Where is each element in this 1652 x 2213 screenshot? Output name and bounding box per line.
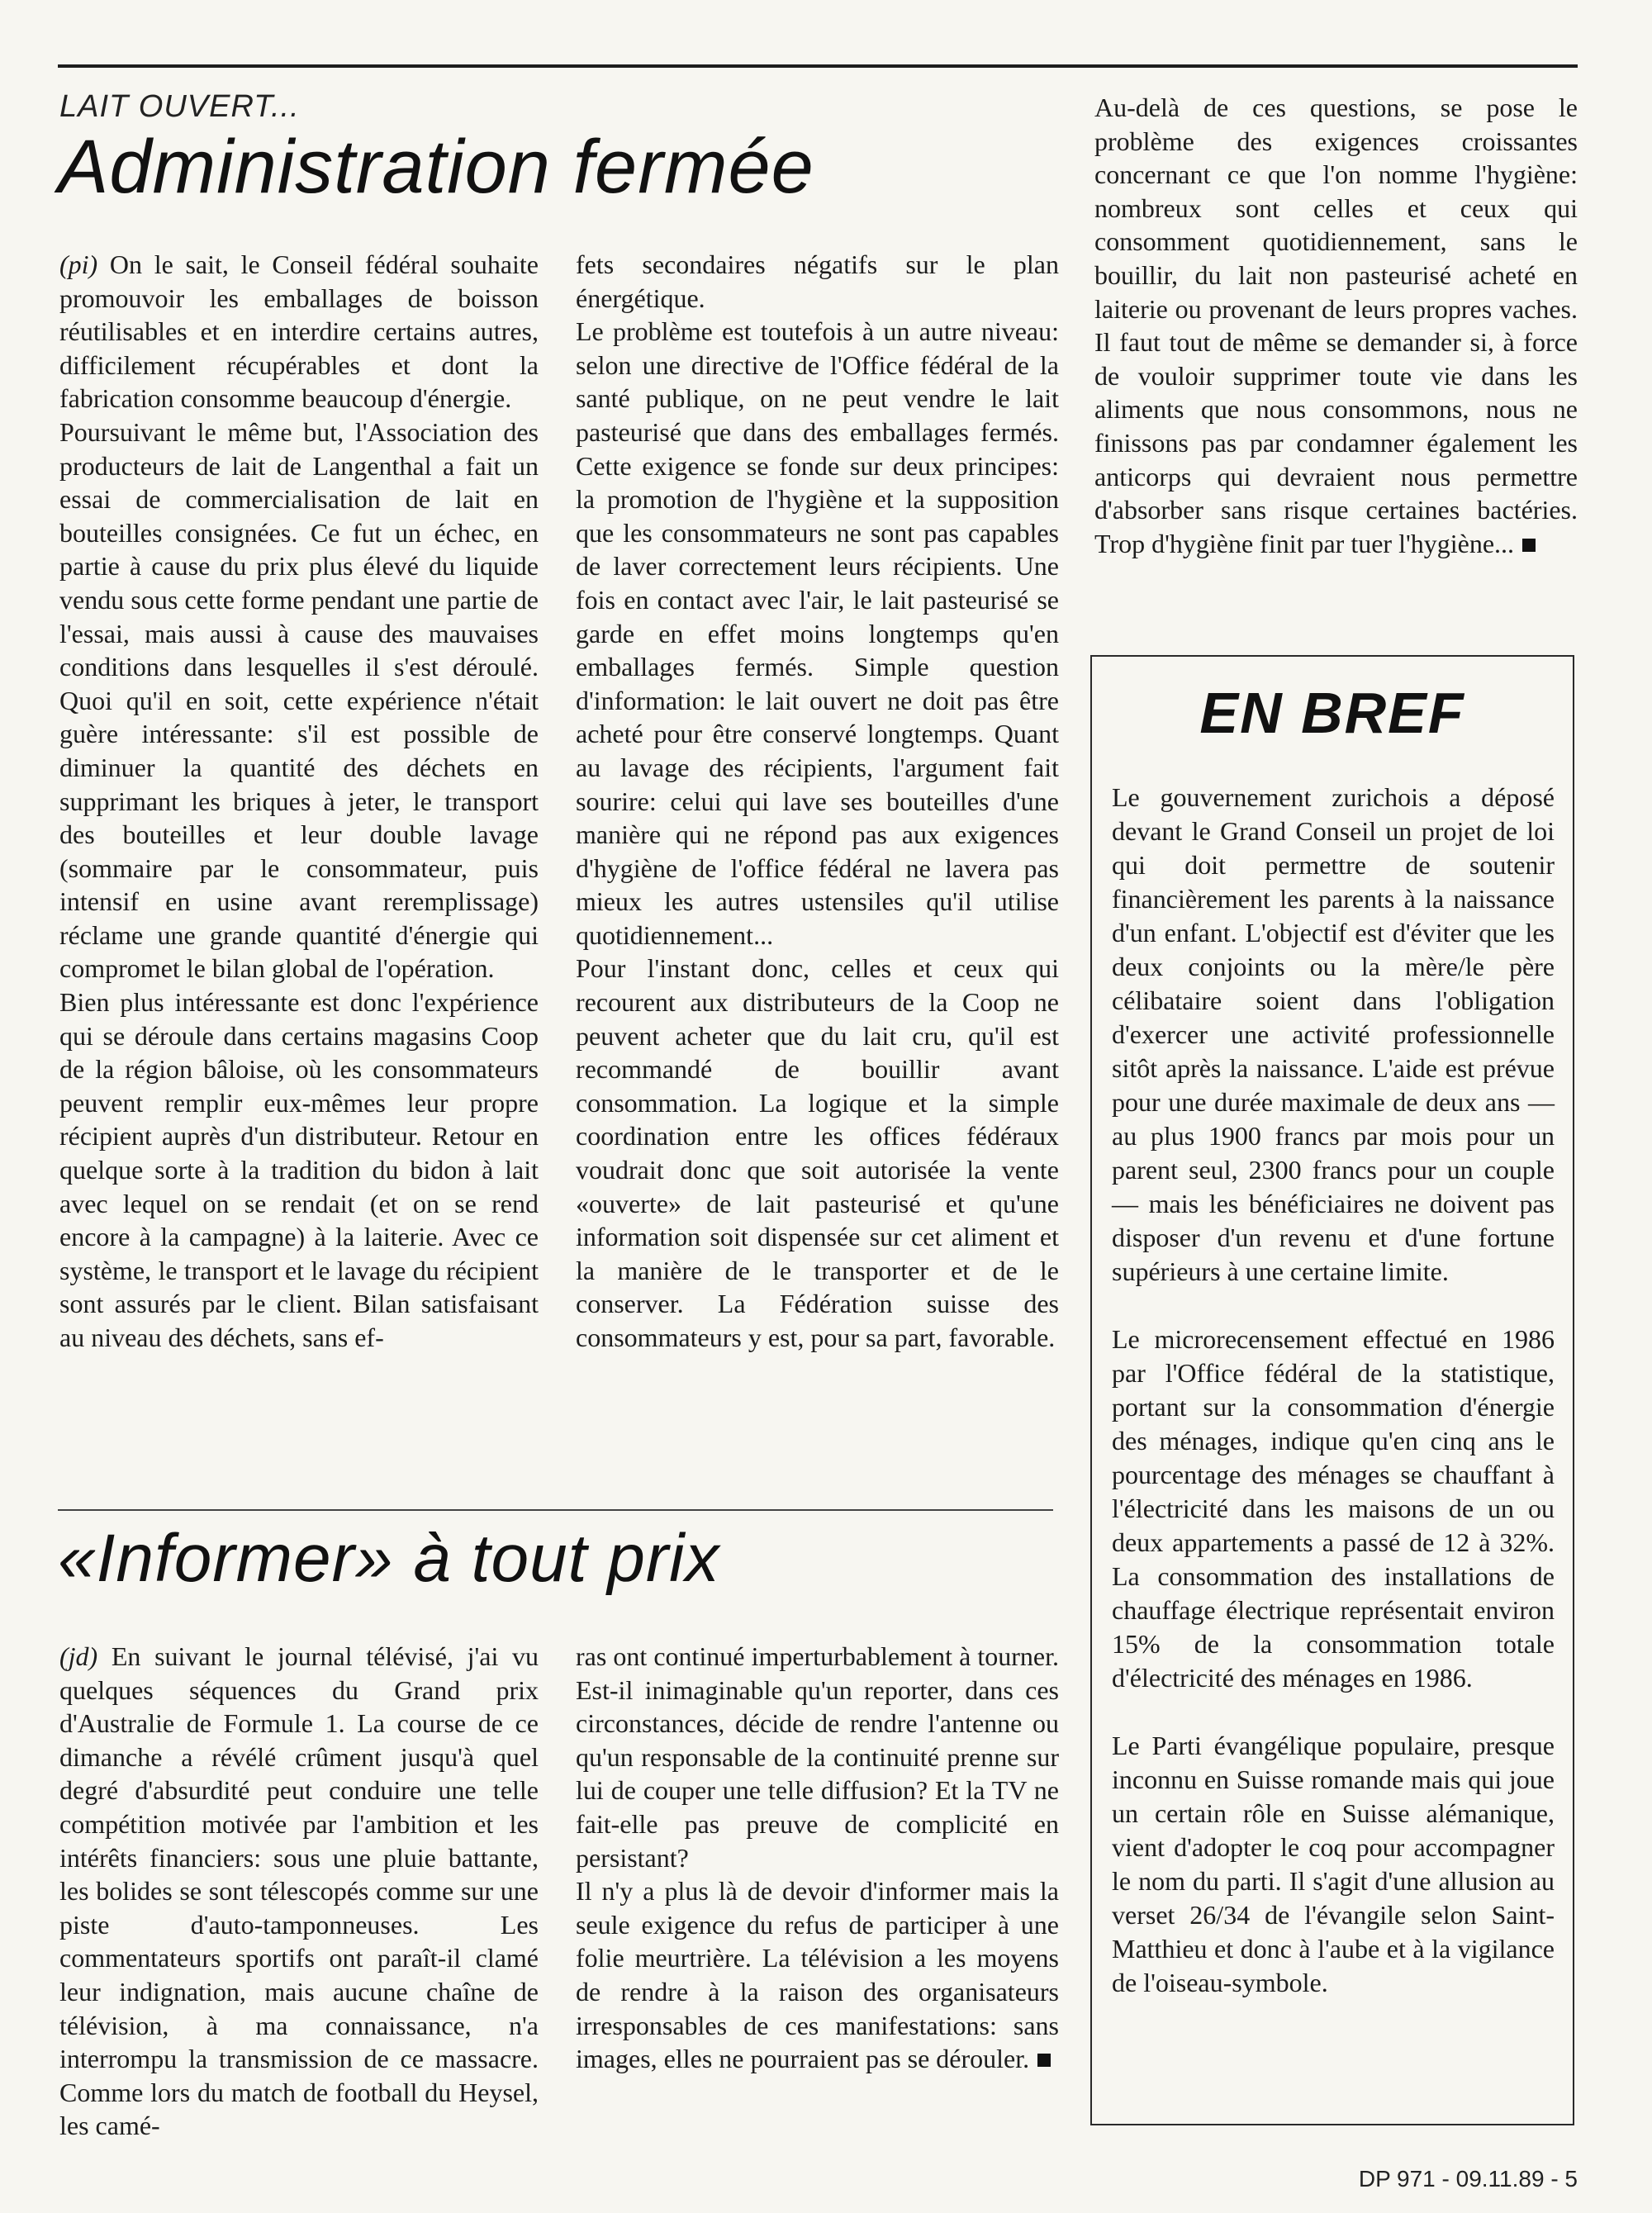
article1-column-1 — [59, 248, 539, 1462]
article1-paragraph: fets secondaires négatifs sur le plan énergétique. — [576, 249, 1059, 313]
paragraph-text: Il n'y a plus là de devoir d'informer mais la seule exigence du refus de participer à une folie meurtrière. La télévision a les moyens de rendre à la raison des organisateurs irresponsables de ces manifestations: sans images, elles ne pourraient pas se dérouler. — [576, 1876, 1059, 2074]
article2-paragraph — [576, 1874, 1059, 2076]
article1-paragraph: Le problème est toutefois à un autre niveau: selon une directive de l'Office fédéral de la santé publique, on ne peut vendre le lait pasteurisé que dans des emballages fermés. Cette exigence se fonde sur deux principes: la promotion de l'hygiène et la supposition que les consommateurs ne sont pas capables de laver correctement leurs récipients. Une fois en contact avec l'air, le lait pasteurisé se garde en effet moins longtemps qu'en emballages fermés. Simple question d'information: le lait ouvert ne doit pas être acheté pour être conservé longtemps. Quant au lavage des récipients, l'argument fait sourire: celui qui lave ses bouteilles d'une manière qui ne répond pas aux exigences d'hygiène de l'office fédéral ne lavera pas mieux les autres ustensiles qu'il utilise quotidiennement... — [576, 316, 1059, 950]
article1-title: Administration fermée — [58, 125, 814, 209]
en-bref-item: Le Parti évangélique populaire, presque inconnu en Suisse romande mais qui joue un certain rôle en Suisse alémanique, vient d'adopter le coq pour accompagner le nom du parti. Il s'agit d'une allusion au verset 26/34 de l'évangile selon Saint-Matthieu et donc à l'aube et à la vigilance de l'oiseau-symbole. — [1112, 1731, 1555, 1997]
article2-title: «Informer» à tout prix — [58, 1521, 720, 1596]
en-bref-item: Le gouvernement zurichois a déposé devant le Grand Conseil un projet de loi qui doit permettre de soutenir financièrement les parents à la naissance d'un enfant. L'objectif est d'éviter que les deux conjoints ou la mère/le père célibataire soient dans l'obligation d'exercer une activité professionnelle sitôt après la naissance. L'aide est prévue pour une durée maximale de deux ans — au plus 1900 francs par mois pour un parent seul, 2300 francs pour un couple — mais les bénéficiaires ne doivent pas disposer d'un revenu et d'une fortune supérieurs à une certaine limite. — [1112, 782, 1555, 1286]
page-footer: DP 971 - 09.11.89 - 5 — [1358, 2166, 1578, 2192]
article2-paragraph: ras ont continué imperturbablement à tourner. Est-il inimaginable qu'un reporter, dans ces circonstances, décide de rendre l'antenne ou qu'un responsable de la continuité prenne sur lui de couper une telle diffusion? Et la TV ne fait-elle pas preuve de complicité en persistant? — [576, 1641, 1059, 1873]
end-of-article-mark — [1522, 539, 1536, 552]
paragraph-text: Au-delà de ces questions, se pose le problème des exigences croissantes concernant ce que l'on nomme l'hygiène: nombreux sont celles et ceux qui consomment quotidiennement, sans le bouillir, du lait non pasteurisé acheté en laiterie ou provenant de leurs propres vaches. Il faut tout de même se demander si, à force de vouloir supprimer toute vie dans les aliments que nous consommons, nous ne finissons pas par condamner également les anticorps qui devraient nous permettre d'absorber sans risque certaines bactéries. Trop d'hygiène finit par tuer l'hygiène... — [1094, 93, 1578, 558]
article1-kicker: LAIT OUVERT... — [59, 89, 300, 124]
section-divider — [58, 1509, 1053, 1511]
article1-paragraph: Poursuivant le même but, l'Association des producteurs de lait de Langenthal a fait un essai de commercialisation de lait en bouteilles consignées. Ce fut un échec, en partie à cause du prix plus élevé du liquide vendu sous cette forme pendant une partie de l'essai, mais aussi à cause des mauvaises conditions dans lesquelles il s'est déroulé. Quoi qu'il en soit, cette expérience n'était guère intéressante: s'il est possible de diminuer la quantité des déchets en supprimant les briques à jeter, le transport des bouteilles et leur double lavage (sommaire par le consommateur, puis intensif en usine avant reremplissage) réclame une grande quantité d'énergie qui compromet le bilan global de l'opération. — [59, 416, 539, 984]
end-of-article-mark — [1037, 2054, 1051, 2067]
top-rule — [58, 64, 1578, 68]
en-bref-box — [1090, 655, 1574, 2125]
article1-paragraph — [59, 248, 539, 416]
paragraph-text: En suivant le journal télévisé, j'ai vu quelques séquences du Grand prix d'Australie de Formule 1. La course de ce dimanche a révélé crûment jusqu'à quel degré d'absurdité peut conduire une telle compétition motivée par l'ambition et les intérêts financiers: sous une pluie battante, les bolides se sont télescopés comme sur une piste d'auto-tamponneuses. Les commentateurs sportifs ont paraît-il clamé leur indignation, mais aucune chaîne de télévision, à ma connaissance, n'a interrompu la transmission de ce massacre. Comme lors du match de football du Heysel, les camé- — [59, 1641, 539, 2141]
en-bref-item: Le microrecensement effectué en 1986 par l'Office fédéral de la statistique, portant sur la consommation d'énergie des ménages, indique qu'en cinq ans le pourcentage des ménages se chauffant à l'électricité dans les maisons de un ou deux appartements a passé de 12 à 32%. La consommation des installations de chauffage électrique représentait environ 15% de la consommation totale d'électricité des ménages en 1986. — [1112, 1324, 1555, 1693]
author-tag: (pi) — [59, 249, 98, 279]
article1-paragraph: Pour l'instant donc, celles et ceux qui recourent aux distributeurs de la Coop ne peuvent acheter que du lait cru, qu'il est recommandé de bouillir avant consommation. La logique et la simple coordination entre les offices fédéraux voudrait donc que soit autorisée la vente «ouverte» de lait pasteurisé et qu'une information soit dispensée sur cet aliment et la manière de le transporter et de le conserver. La Fédération suisse des consommateurs y est, pour sa part, favorable. — [576, 953, 1059, 1352]
author-tag: (jd) — [59, 1641, 98, 1671]
paragraph-text: On le sait, le Conseil fédéral souhaite promouvoir les emballages de boisson réutilisables et en interdire certains autres, difficilement récupérables et dont la fabrication consomme beaucoup d'énergie. — [59, 249, 539, 414]
article1-column-3 — [1094, 91, 1578, 611]
article1-column-2 — [576, 248, 1059, 1462]
en-bref-title: EN BREF — [1199, 681, 1465, 745]
article2-column-2 — [576, 1640, 1059, 2127]
en-bref-text — [1112, 781, 1555, 2034]
article1-paragraph: Bien plus intéressante est donc l'expérience qui se déroule dans certains magasins Coop de la région bâloise, où les consommateurs peuvent remplir eux-mêmes leur propre récipient auprès d'un distributeur. Retour en quelque sorte à la tradition du bidon à lait avec lequel on se rendait (et on se rend encore à la campagne) à la laiterie. Avec ce système, le transport et le lavage du récipient sont assurés par le client. Bilan satisfaisant au niveau des déchets, sans ef- — [59, 987, 539, 1352]
article1-paragraph — [1094, 91, 1578, 560]
article2-column-1 — [59, 1640, 539, 2141]
article2-paragraph — [59, 1640, 539, 2143]
